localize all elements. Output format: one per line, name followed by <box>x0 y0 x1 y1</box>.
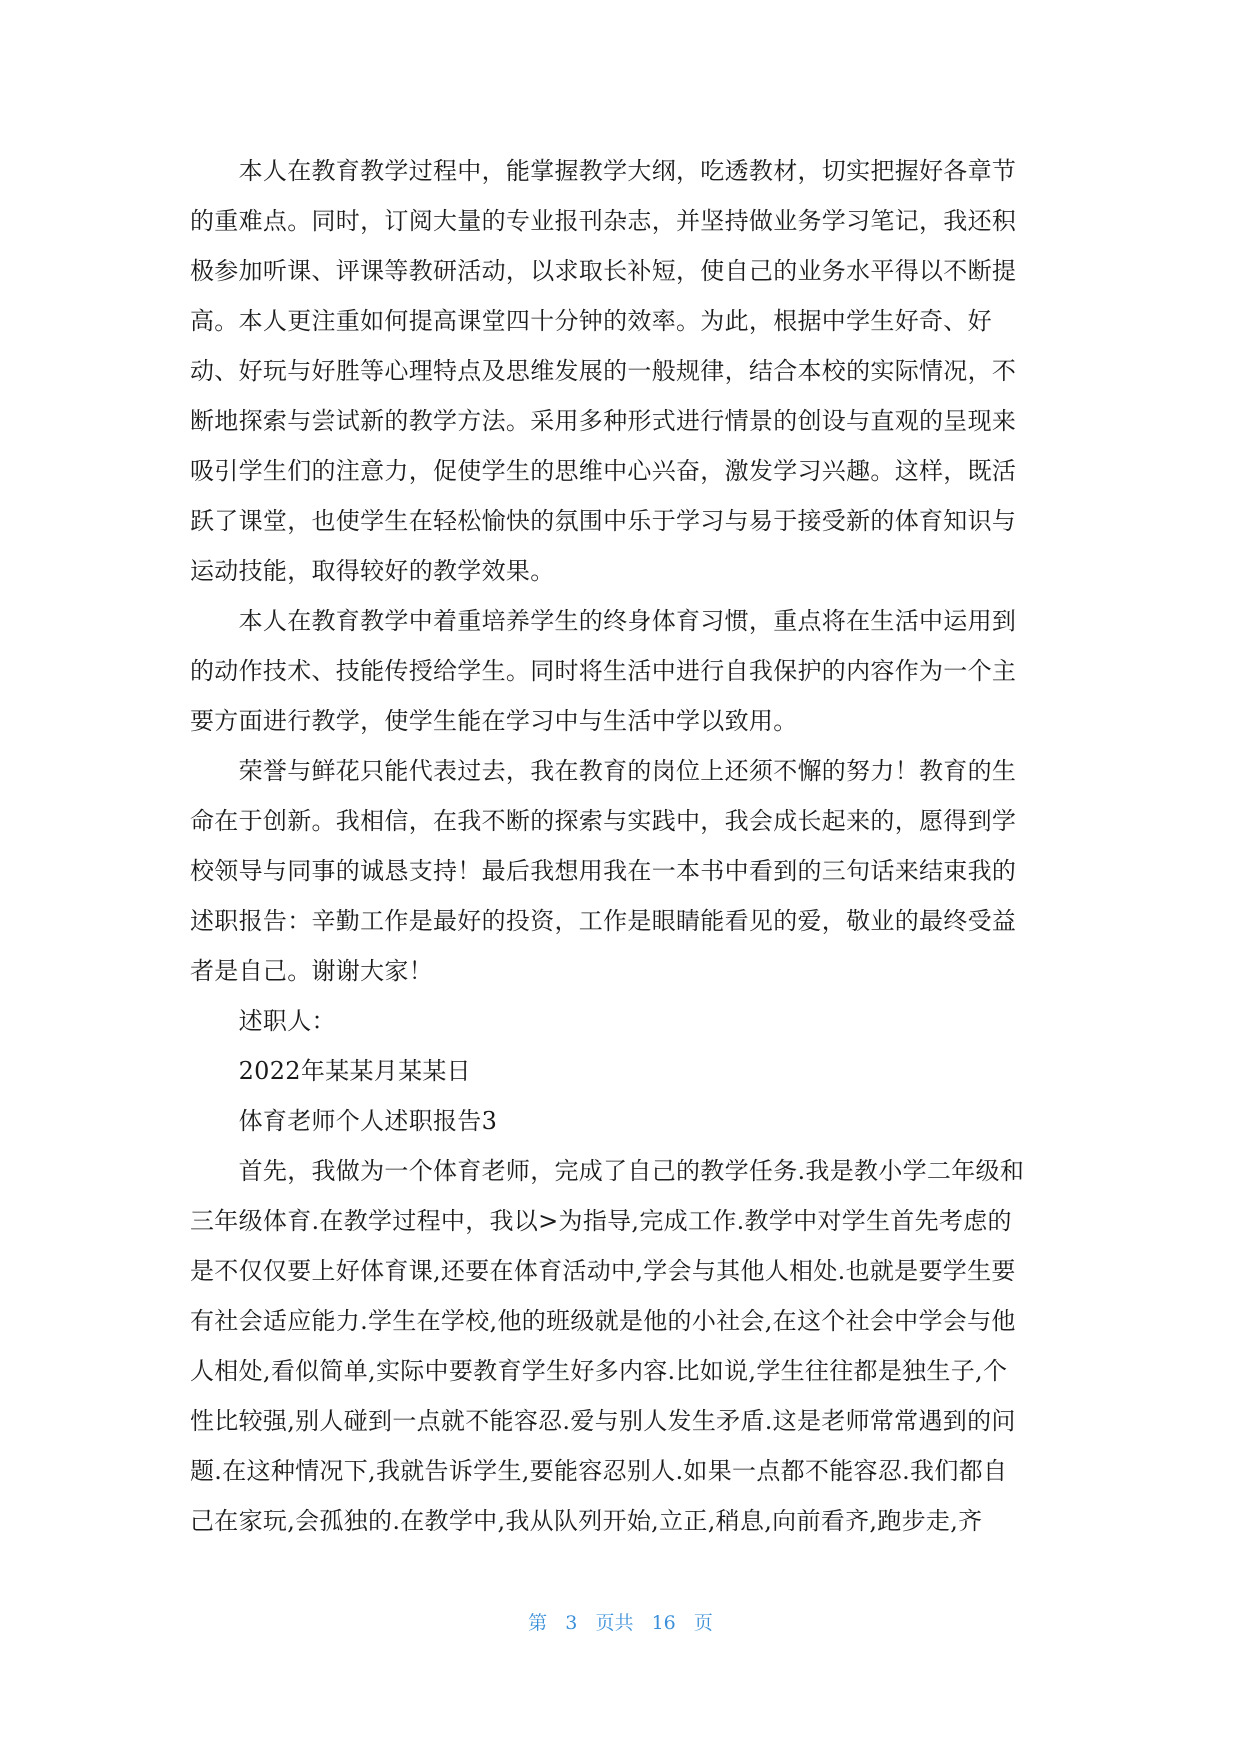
signer-label: 述职人： <box>190 1007 336 1035</box>
footer-prefix: 第 <box>528 1612 548 1634</box>
text-line: 是不仅仅要上好体育课,还要在体育活动中,学会与其他人相处.也就是要学生要 <box>190 1257 1016 1285</box>
footer-middle: 页共 <box>595 1612 634 1634</box>
text-line: 述职报告：辛勤工作是最好的投资，工作是眼睛能看见的爱，敬业的最终受益 <box>190 907 1017 935</box>
text-line: 有社会适应能力.学生在学校,他的班级就是他的小社会,在这个社会中学会与他 <box>190 1307 1016 1335</box>
text-line: 人相处,看似简单,实际中要教育学生好多内容.比如说,学生往往都是独生子,个 <box>190 1357 1008 1385</box>
current-page-number: 3 <box>565 1612 578 1634</box>
text-line: 三年级体育.在教学过程中，我以>为指导,完成工作.教学中对学生首先考虑的 <box>190 1207 1012 1235</box>
text-line: 高。本人更注重如何提高课堂四十分钟的效率。为此，根据中学生好奇、好 <box>190 307 992 335</box>
text-line: 极参加听课、评课等教研活动，以求取长补短，使自己的业务水平得以不断提 <box>190 257 1017 285</box>
text-line: 首先，我做为一个体育老师，完成了自己的教学任务.我是教小学二年级和 <box>190 1157 1025 1185</box>
text-line: 命在于创新。我相信，在我不断的探索与实践中，我会成长起来的，愿得到学 <box>190 807 1017 835</box>
text-line: 本人在教育教学中着重培养学生的终身体育习惯，重点将在生活中运用到 <box>190 607 1017 635</box>
text-line: 题.在这种情况下,我就告诉学生,要能容忍别人.如果一点都不能容忍.我们都自 <box>190 1457 1008 1485</box>
text-line: 校领导与同事的诚恳支持！最后我想用我在一本书中看到的三句话来结束我的 <box>190 857 1017 885</box>
text-line: 本人在教育教学过程中，能掌握教学大纲，吃透教材，切实把握好各章节 <box>190 157 1017 185</box>
text-line: 的重难点。同时，订阅大量的专业报刊杂志，并坚持做业务学习笔记，我还积 <box>190 207 1017 235</box>
text-line: 己在家玩,会孤独的.在教学中,我从队列开始,立正,稍息,向前看齐,跑步走,齐 <box>190 1507 983 1535</box>
text-line: 者是自己。谢谢大家！ <box>190 957 433 985</box>
text-line: 吸引学生们的注意力，促使学生的思维中心兴奋，激发学习兴趣。这样，既活 <box>190 457 1017 485</box>
page-number-footer <box>0 1608 1241 1635</box>
text-line: 荣誉与鲜花只能代表过去，我在教育的岗位上还须不懈的努力！教育的生 <box>190 757 1017 785</box>
date-line: 2022年某某月某某日 <box>190 1057 471 1085</box>
text-line: 断地探索与尝试新的教学方法。采用多种形式进行情景的创设与直观的呈现来 <box>190 407 1017 435</box>
footer-suffix: 页 <box>693 1612 713 1634</box>
text-line: 要方面进行教学，使学生能在学习中与生活中学以致用。 <box>190 707 798 735</box>
total-pages-number: 16 <box>651 1612 676 1634</box>
text-line: 动、好玩与好胜等心理特点及思维发展的一般规律，结合本校的实际情况，不 <box>190 357 1017 385</box>
text-line: 运动技能，取得较好的教学效果。 <box>190 557 555 585</box>
text-line: 跃了课堂，也使学生在轻松愉快的氛围中乐于学习与易于接受新的体育知识与 <box>190 507 1017 535</box>
text-line: 的动作技术、技能传授给学生。同时将生活中进行自我保护的内容作为一个主 <box>190 657 1017 685</box>
section-title: 体育老师个人述职报告3 <box>190 1107 498 1135</box>
text-line: 性比较强,别人碰到一点就不能容忍.爱与别人发生矛盾.这是老师常常遇到的问 <box>190 1407 1016 1435</box>
